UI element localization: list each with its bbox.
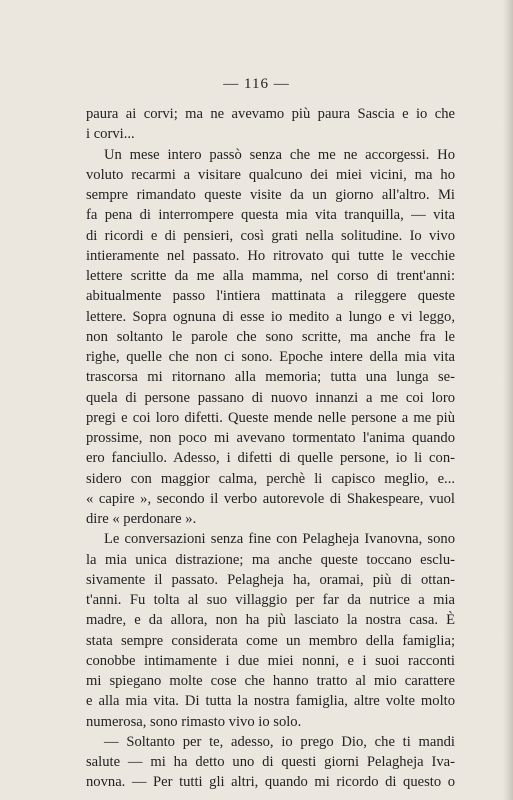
text-line: fa pena di interrompere questa mia vita tranquilla, — vita: [86, 207, 455, 224]
text-line: lettere. Sopra ognuna di esse io medito a lungo e vi leggo,: [86, 308, 455, 325]
page-edge-shadow: [503, 0, 513, 800]
text-line: abitualmente passo l'intiera mattinata a rileggere queste: [86, 288, 455, 305]
text-line: ero fanciullo. Adesso, i difetti di quelle persone, io li con-: [86, 450, 455, 467]
text-line: sivamente il passato. Pelagheja ha, oramai, più di ottan-: [86, 571, 455, 588]
text-line: intieramente nel passato. Ho ritrovato qui tutte le vecchie: [86, 247, 455, 264]
page-number: — 116 —: [223, 76, 290, 92]
text-line: madre, e da allora, non ha più lasciato la nostra casa. È: [86, 612, 455, 629]
text-line: « capire », secondo il verbo autorevole di Shakespeare, vuol: [86, 490, 455, 507]
text-line: i corvi...: [86, 126, 135, 143]
text-line: voluto recarmi a visitare qualcuno dei miei vicini, ma ho: [86, 166, 455, 183]
text-line: conobbe intimamente i due miei nonni, e i suoi racconti: [86, 652, 455, 669]
text-line: mi spiegano molte cose che hanno tratto al mio carattere: [86, 673, 455, 689]
text-line: t'anni. Fu tolta al suo villaggio per far da nutrice a mia: [86, 592, 455, 608]
text-line: novna. — Per tutti gli altri, quando mi ricordo di questo o: [86, 774, 455, 791]
text-line: pregi e coi loro difetti. Queste mende nelle persone a me più: [86, 409, 455, 426]
text-line: e alla mia vita. Di tutta la nostra famiglia, altre volte molto: [86, 693, 455, 710]
text-line: Un mese intero passò senza che me ne accorgessi. Ho: [104, 146, 455, 163]
text-line: stata sempre considerata come un membro della famiglia;: [86, 632, 455, 649]
text-line: lettere scritte da me alla mamma, nel corso di trent'anni:: [86, 268, 455, 284]
text-line: Le conversazioni senza fine con Pelagheja Ivanovna, sono: [104, 531, 455, 548]
text-line: paura ai corvi; ma ne avevamo più paura Sascia e io che: [86, 106, 455, 122]
text-line: sidero con maggior calma, perchè li capisco meglio, e...: [86, 470, 455, 487]
text-line: dire « perdonare ».: [86, 511, 197, 527]
text-line: trascorsa mi ritornano alla memoria; tutta una lunga se-: [86, 369, 455, 386]
text-line: righe, quelle che non ci sono. Epoche intere della mia vita: [86, 349, 455, 365]
text-line: prossime, non poco mi avevano tormentato l'anima quando: [86, 430, 455, 446]
text-line: — Soltanto per te, adesso, io prego Dio, che ti mandi: [104, 733, 455, 750]
text-line: non soltanto le parole che sono scritte, ma anche fra le: [86, 328, 455, 345]
text-line: salute — mi ha detto uno di questi giorni Pelagheja Iva-: [86, 754, 455, 770]
text-line: sempre rimandato queste visite da un giorno all'altro. Mi: [86, 187, 455, 203]
text-line: la mia unica distrazione; ma anche queste toccano esclu-: [86, 551, 455, 568]
text-line: di ricordi e di pensieri, così grati nella solitudine. Io vivo: [86, 227, 455, 244]
text-line: numerosa, sono rimasto vivo io solo.: [86, 713, 302, 730]
text-line: quela di persone passano di nuovo innanzi a me coi loro: [86, 389, 455, 406]
body-text: [86, 104, 455, 793]
